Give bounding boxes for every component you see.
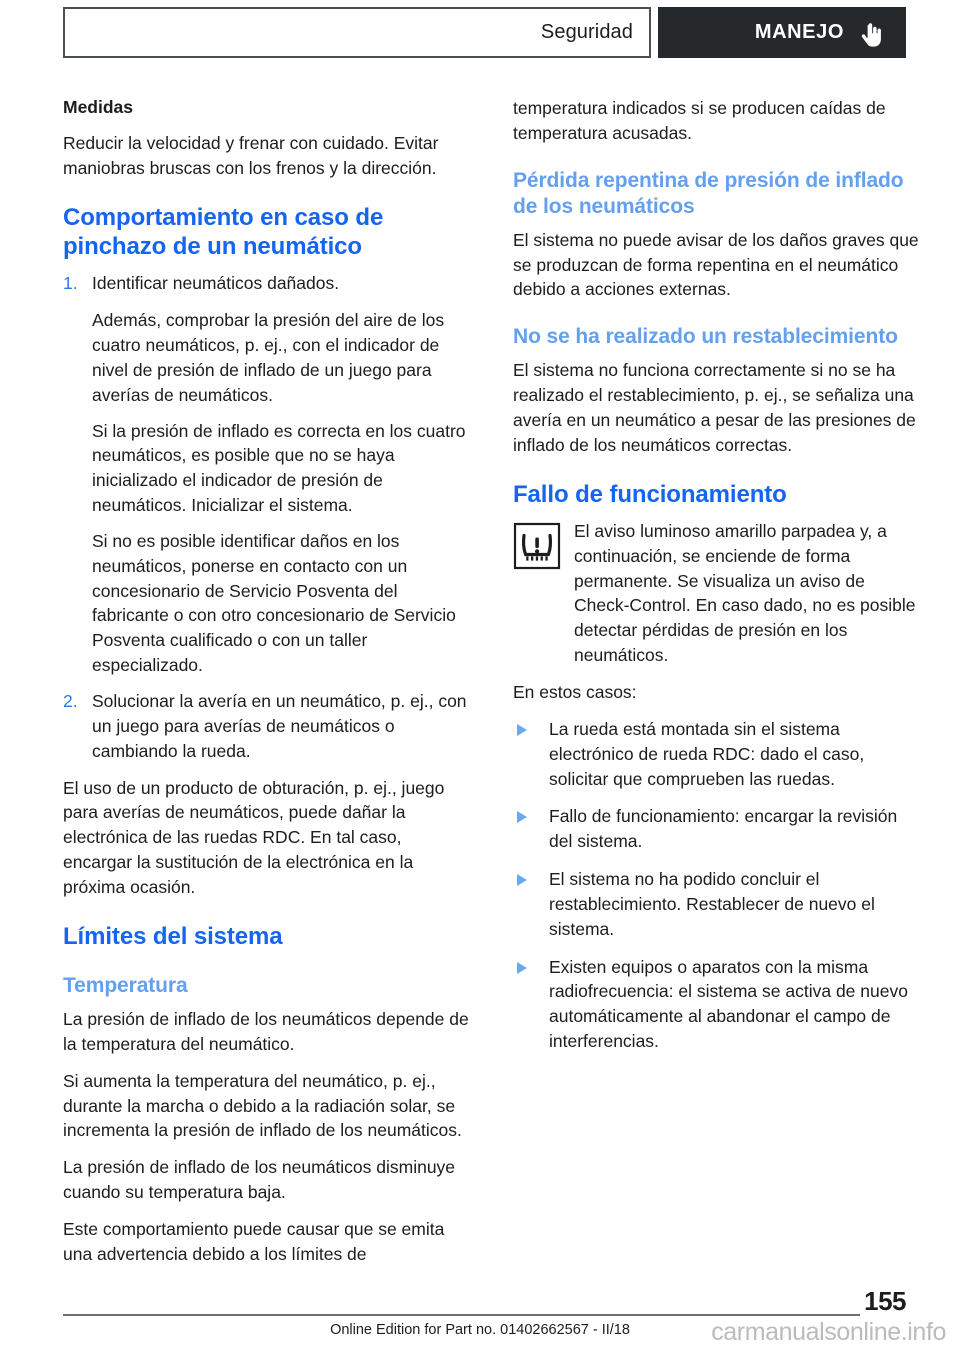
list-item: [63, 271, 473, 296]
list-item: [513, 804, 923, 854]
continuation-paragraph: temperatura indicados si se producen caídas de temperatura acusadas.: [513, 98, 886, 143]
section-label: MANEJO: [754, 21, 844, 43]
sudden-loss-heading: Pérdida repentina de presión de inflado de los neumáticos: [513, 168, 904, 218]
measures-heading: Medidas: [63, 97, 134, 117]
flat-tire-steps-continued: [63, 689, 473, 764]
flat-tire-heading: Comportamiento en caso de pinchazo de un neumático: [63, 203, 384, 261]
breadcrumb-label: Seguridad: [540, 21, 633, 43]
no-reset-heading: No se ha realizado un restablecimiento: [513, 325, 898, 349]
flat-tire-steps: [63, 271, 473, 296]
sealant-paragraph: El uso de un producto de obturación, p. ej., juego para averías de neumáticos, puede dañar la electrónica de las ruedas RDC. En tal caso, encargar la sustitución de la electrónica en la próxima ocasión.: [63, 777, 445, 897]
list-item: [63, 689, 473, 764]
temperature-paragraph: La presión de inflado de los neumáticos disminuye cuando su temperatura baja.: [63, 1157, 456, 1203]
malfunction-heading: Fallo de funcionamiento: [513, 480, 787, 508]
cases-intro: En estos casos:: [513, 682, 637, 703]
edition-text: Online Edition for Part no. 01402662567 - II/18: [330, 1322, 630, 1338]
case-text: Existen equipos o aparatos con la misma radiofrecuencia: el sistema se activa de nuevo automáticamente al abandonar el campo de interferencias.: [549, 956, 908, 1052]
list-item: [513, 955, 923, 1054]
case-text: Fallo de funcionamiento: encargar la revisión del sistema.: [549, 806, 898, 852]
temperature-paragraph: Si aumenta la temperatura del neumático, p. ej., durante la marcha o debido a la radiación solar, se incrementa la presión de inflado de los neumáticos.: [63, 1070, 462, 1141]
cases-list: [513, 717, 923, 1054]
tire-pressure-warning-icon: [513, 522, 561, 570]
sudden-loss-paragraph: El sistema no puede avisar de los daños graves que se produzcan de forma repentina en el neumático debido a acciones externas.: [513, 229, 919, 300]
footer-divider: [63, 1314, 860, 1316]
list-item: [513, 717, 923, 792]
step-sub-paragraph: Si no es posible identificar daños en los neumáticos, ponerse en contacto con un concesionario de Servicio Posventa del fabricante o con otro concesionario de Servicio Posventa cualificado o con un taller especializado.: [92, 530, 456, 676]
page-number: 155: [864, 1286, 906, 1316]
measures-paragraph: Reducir la velocidad y frenar con cuidado. Evitar maniobras bruscas con los frenos y la dirección.: [63, 133, 439, 178]
case-text: La rueda está montada sin el sistema electrónico de rueda RDC: dado el caso, solicitar que comprueben las ruedas.: [549, 718, 865, 789]
step-number: 2.: [63, 690, 78, 711]
list-item: [513, 867, 923, 942]
step-sub-paragraph: Además, comprobar la presión del aire de los cuatro neumáticos, p. ej., con el indicador de nivel de presión de inflado de un juego para averías de neumáticos.: [92, 310, 445, 405]
case-text: El sistema no ha podido concluir el restablecimiento. Restablecer de nuevo el sistema.: [549, 869, 875, 939]
temperature-heading: Temperatura: [63, 973, 188, 997]
temperature-paragraph: Este comportamiento puede causar que se emita una advertencia debido a los límites de: [63, 1218, 445, 1264]
step-sub-paragraph: Si la presión de inflado es correcta en los cuatro neumáticos, es posible que no se haya inicializado el indicador de presión de neumáticos. Inicializar el sistema.: [92, 420, 466, 516]
limits-heading: Límites del sistema: [63, 922, 283, 950]
triangle-bullet-icon: [517, 874, 527, 886]
watermark-text: carmanualsonline.info: [711, 1318, 946, 1346]
step-text: Identificar neumáticos dañados.: [92, 273, 340, 294]
malfunction-notice: [513, 519, 923, 668]
malfunction-paragraph: El aviso luminoso amarillo parpadea y, a continuación, se enciende de forma permanente. Se visualiza un aviso de Check-Control. En caso dado, no es posible detectar pérdidas de presión en los neumáticos.: [574, 520, 916, 666]
no-reset-paragraph: El sistema no funciona correctamente si no se ha realizado el restablecimiento, p. ej., se señaliza una avería en un neumático a pesar de las presiones de inflado de los neumáticos correctas.: [513, 360, 916, 455]
temperature-paragraph: La presión de inflado de los neumáticos depende de la temperatura del neumático.: [63, 1009, 469, 1054]
step-text: Solucionar la avería en un neumático, p. ej., con un juego para averías de neumáticos o cambiando la rueda.: [92, 690, 467, 761]
right-column: [513, 96, 923, 1067]
triangle-bullet-icon: [517, 811, 527, 823]
page-footer: [0, 1272, 960, 1362]
triangle-bullet-icon: [517, 724, 527, 736]
left-column: [63, 96, 473, 1279]
step-number: 1.: [63, 273, 78, 294]
triangle-bullet-icon: [517, 962, 527, 974]
